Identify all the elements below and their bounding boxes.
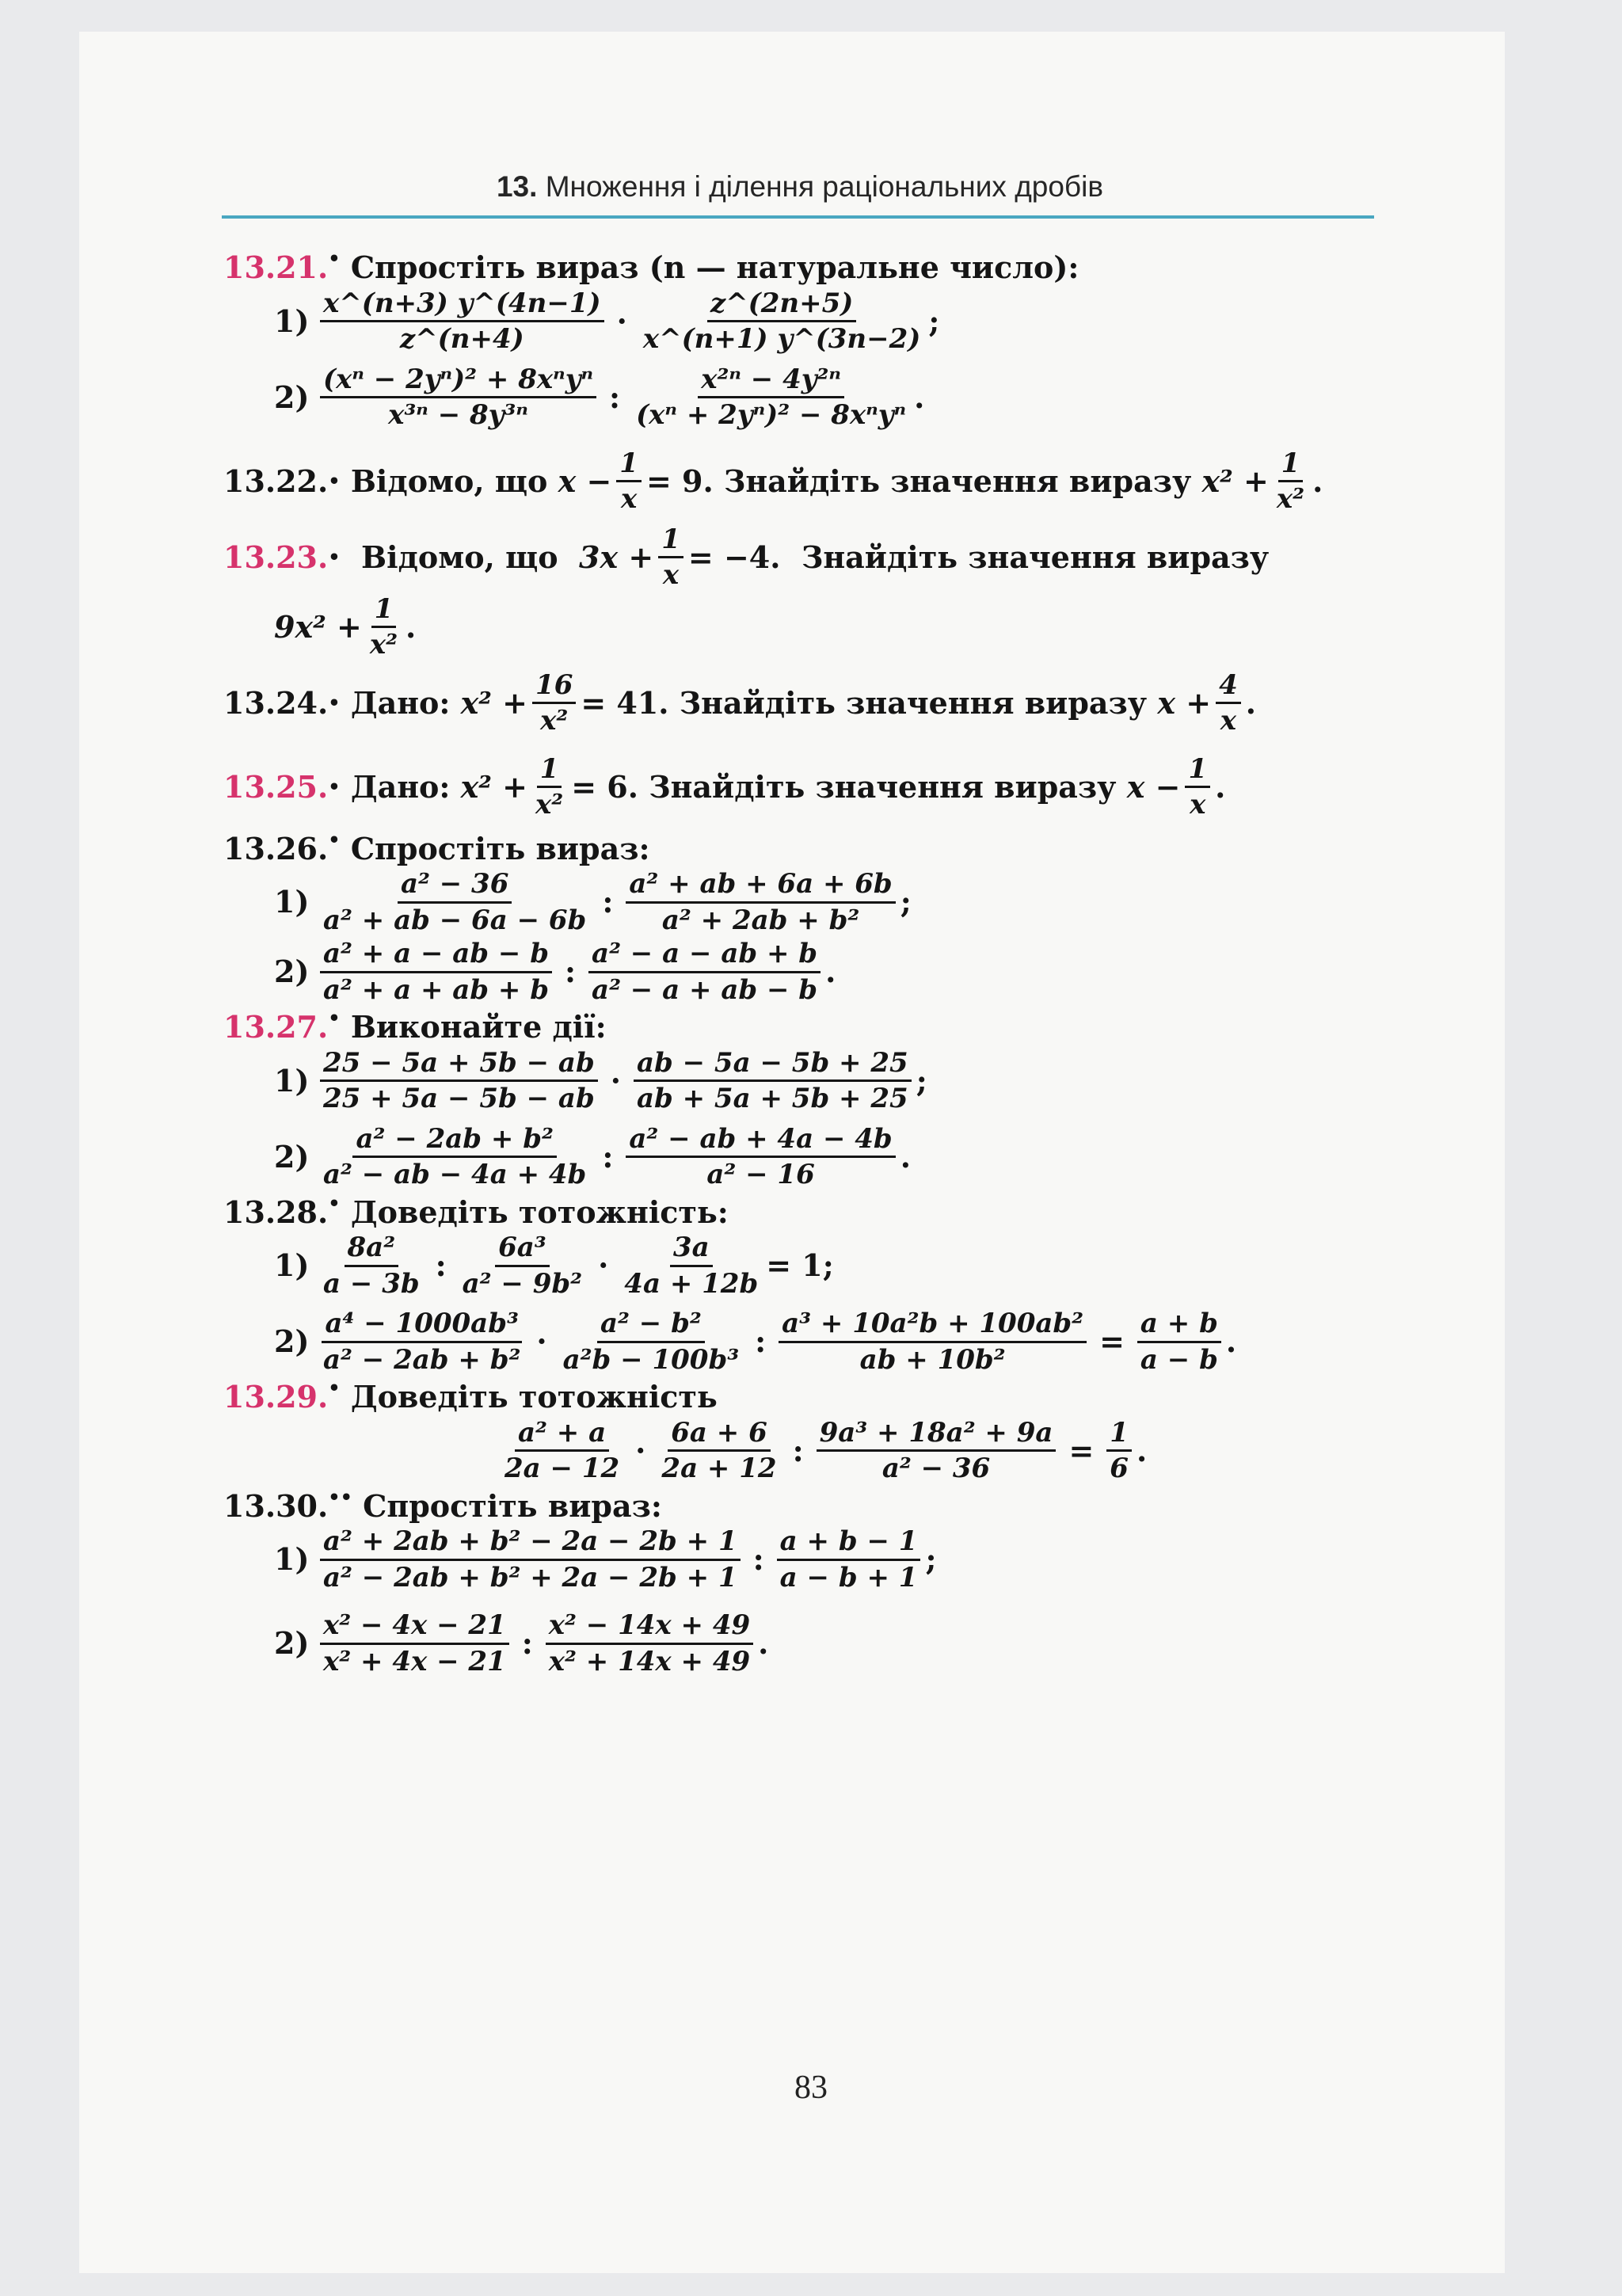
item-end: . (1215, 768, 1226, 805)
numerator: x² − 4x − 21 (320, 1609, 509, 1645)
numerator: 1 (1106, 1416, 1132, 1453)
operator: · (635, 1432, 646, 1468)
denominator: x² + 4x − 21 (323, 1645, 506, 1677)
exercise-text: Дано: (350, 684, 451, 721)
denominator: x (620, 483, 638, 515)
operator: = (1099, 1323, 1125, 1360)
item-end: . (914, 379, 925, 415)
item-label: 2) (274, 379, 310, 415)
exercise-13-21 (223, 247, 1380, 287)
exercise-text: Знайдіть значення виразу (649, 768, 1117, 805)
numerator: 1 (616, 447, 642, 483)
exercise-number: 13.26. (223, 830, 329, 866)
item-end: ; (900, 884, 912, 920)
item-label: 1) (274, 1062, 310, 1099)
chapter-number: 13. (496, 170, 538, 203)
operator: : (521, 1625, 533, 1662)
operator: : (435, 1247, 447, 1284)
fraction (320, 1307, 524, 1376)
exercise-number: 13.23. (223, 539, 329, 575)
denominator: a²b − 100b³ (562, 1343, 740, 1376)
numerator: a² − a − ab + b (588, 937, 821, 973)
item-label: 1) (274, 1541, 310, 1578)
exercise-number: 13.24. (223, 684, 329, 721)
numerator: 4 (1216, 668, 1241, 705)
fraction (621, 1231, 761, 1300)
denominator: a² + 2ab + b² (661, 904, 860, 936)
item-label: 2) (274, 1323, 310, 1360)
exercise-13-28-item-1 (274, 1231, 1380, 1300)
exercise-13-30-item-2 (274, 1609, 1380, 1678)
exercise-text: Знайдіть значення виразу (723, 463, 1192, 499)
denominator: ab + 10b² (859, 1343, 1006, 1376)
numerator: 25 − 5a + 5b − ab (320, 1046, 598, 1083)
operator: : (602, 884, 614, 920)
fraction (1216, 668, 1241, 738)
item-end: . (405, 608, 417, 645)
exercise-text: Знайдіть значення виразу (801, 539, 1270, 575)
item-label: 1) (274, 303, 310, 339)
denominator: x³ⁿ − 8y³ⁿ (388, 399, 528, 431)
operator: · (598, 1247, 609, 1284)
numerator: a² − b² (597, 1307, 705, 1343)
fraction (320, 1231, 423, 1300)
numerator: x^(n+3) y^(4n−1) (320, 287, 604, 323)
operator: · (610, 1062, 621, 1099)
denominator: a² + a + ab + b (323, 973, 550, 1006)
denominator: a − b (1140, 1343, 1218, 1376)
fraction (1274, 447, 1308, 516)
difficulty-mark: •• (328, 1485, 352, 1509)
fraction (320, 1122, 589, 1192)
exercise-13-27 (223, 1007, 1380, 1046)
exercise-text: Відомо, що (350, 463, 548, 499)
denominator: x (1220, 705, 1237, 737)
exercise-number: 13.28. (223, 1194, 329, 1230)
numerator: x²ⁿ − 4y²ⁿ (698, 363, 844, 399)
math-expr: x² + (1201, 463, 1269, 499)
math-expr: = 6. (571, 768, 638, 805)
numerator: (xⁿ − 2yⁿ)² + 8xⁿyⁿ (320, 363, 596, 399)
exercise-13-30-item-1 (274, 1525, 1380, 1594)
item-label: 2) (274, 1138, 310, 1175)
operator: : (792, 1432, 804, 1468)
fraction (633, 363, 909, 432)
denominator: a² − ab − 4a + 4b (323, 1159, 587, 1190)
numerator: a² + 2ab + b² − 2a − 2b + 1 (320, 1525, 741, 1561)
fraction (320, 287, 604, 356)
difficulty-mark: • (328, 1191, 341, 1215)
exercise-13-29 (223, 1376, 1380, 1416)
difficulty-mark: • (328, 1007, 341, 1030)
denominator: a² − 36 (881, 1453, 991, 1484)
exercise-number: 13.25. (223, 768, 329, 805)
math-expr: x − (1126, 768, 1181, 805)
item-end: . (1225, 1323, 1237, 1360)
denominator: x (662, 559, 680, 591)
fraction (532, 668, 576, 738)
denominator: 4a + 12b (624, 1267, 759, 1300)
numerator: a² + a (515, 1416, 609, 1453)
numerator: a² − 2ab + b² (352, 1122, 556, 1159)
numerator: a⁴ − 1000ab³ (322, 1307, 521, 1343)
numerator: x² − 14x + 49 (546, 1609, 753, 1645)
denominator: 2a + 12 (661, 1453, 777, 1484)
fraction (1137, 1307, 1221, 1376)
fraction (459, 1231, 585, 1300)
fraction (367, 592, 401, 662)
math-expr: 3x + (579, 539, 654, 575)
numerator: a² + ab + 6a + 6b (626, 867, 895, 904)
fraction (320, 363, 596, 432)
exercise-13-29-identity (497, 1416, 1380, 1486)
fraction (640, 287, 924, 356)
exercise-text: Спростіть вираз: (363, 1487, 662, 1524)
exercise-13-28-item-2 (274, 1307, 1380, 1376)
fraction (320, 867, 589, 937)
denominator: a − b + 1 (779, 1561, 918, 1593)
exercise-13-26-item-2 (274, 937, 1380, 1007)
fraction (1106, 1416, 1132, 1486)
denominator: x² (1276, 483, 1305, 515)
header-rule (222, 215, 1374, 219)
numerator: z^(2n+5) (707, 287, 857, 323)
operator: = (1068, 1432, 1095, 1468)
denominator: a² − 9b² (462, 1267, 583, 1300)
denominator: a² − 2ab + b² (323, 1343, 521, 1376)
denominator: z^(n+4) (399, 323, 524, 355)
numerator: a² + a − ab − b (320, 937, 552, 973)
fraction (817, 1416, 1057, 1486)
exercise-13-26-item-1 (274, 867, 1380, 937)
exercise-number: 13.29. (223, 1379, 329, 1415)
numerator: 1 (1185, 752, 1210, 789)
denominator: x (1190, 789, 1206, 821)
fraction (658, 1416, 779, 1486)
numerator: 3a (670, 1231, 713, 1267)
numerator: 1 (371, 592, 397, 629)
difficulty-mark: • (328, 545, 341, 569)
fraction (616, 447, 642, 516)
denominator: 2a − 12 (504, 1453, 620, 1484)
numerator: a³ + 10a²b + 100ab² (779, 1307, 1087, 1343)
item-rhs: = 1; (766, 1247, 834, 1284)
item-end: . (1245, 684, 1256, 721)
fraction (626, 867, 895, 937)
exercise-13-23-expr (274, 592, 1380, 662)
item-label: 1) (274, 884, 310, 920)
item-end: ; (925, 1541, 937, 1578)
fraction (546, 1609, 753, 1678)
denominator: ab + 5a + 5b + 25 (636, 1083, 908, 1114)
fraction (320, 937, 552, 1007)
numerator: 6a + 6 (668, 1416, 771, 1453)
page-number: 83 (794, 2069, 828, 2106)
operator: : (602, 1138, 614, 1175)
math-expr: x + (1157, 684, 1212, 721)
exercise-text: Виконайте дії: (350, 1009, 607, 1045)
fraction (532, 752, 566, 822)
difficulty-mark: • (328, 691, 341, 714)
exercise-list (223, 247, 1380, 1678)
exercise-number: 13.27. (223, 1009, 329, 1045)
exercise-13-30 (223, 1486, 1380, 1525)
denominator: a² − 2ab + b² + 2a − 2b + 1 (323, 1561, 737, 1593)
difficulty-mark: • (328, 1376, 341, 1399)
numerator: 16 (532, 668, 576, 705)
exercise-13-26 (223, 828, 1380, 868)
math-expr: x² + (460, 684, 528, 721)
denominator: a² + ab − 6a − 6b (323, 904, 587, 936)
math-expr: = −4. (687, 539, 781, 575)
item-end: ; (928, 303, 940, 339)
exercise-13-28 (223, 1192, 1380, 1232)
denominator: a − 3b (323, 1267, 420, 1300)
exercise-number: 13.30. (223, 1487, 329, 1524)
item-end: . (1312, 463, 1323, 499)
difficulty-mark: • (328, 247, 341, 270)
exercise-13-21-item-2 (274, 363, 1380, 432)
numerator: a² − ab + 4a − 4b (626, 1122, 895, 1159)
denominator: x² (535, 789, 564, 821)
fraction (626, 1122, 895, 1192)
exercise-13-21-item-1 (274, 287, 1380, 356)
exercise-13-25 (223, 752, 1225, 822)
denominator: x² (540, 705, 569, 737)
operator: : (609, 379, 621, 415)
exercise-13-22 (223, 447, 1323, 516)
operator: · (616, 303, 627, 339)
math-expr: 9x² + (274, 608, 362, 645)
operator: : (752, 1541, 764, 1578)
exercise-13-27-item-1 (274, 1046, 1380, 1116)
exercise-text: Доведіть тотожність: (350, 1194, 729, 1230)
exercise-text: Знайдіть значення виразу (679, 684, 1148, 721)
exercise-text: Дано: (350, 768, 451, 805)
denominator: a² − 16 (706, 1159, 815, 1190)
fraction (658, 523, 683, 592)
numerator: a + b − 1 (777, 1525, 921, 1561)
denominator: x² (369, 629, 398, 661)
exercise-13-27-item-2 (274, 1122, 1380, 1192)
fraction (320, 1525, 741, 1594)
item-end: . (900, 1138, 911, 1175)
fraction (779, 1307, 1087, 1376)
item-end: ; (916, 1062, 927, 1099)
denominator: 25 + 5a − 5b − ab (323, 1083, 595, 1114)
fraction (1185, 752, 1210, 822)
exercise-text: Спростіть вираз (n — натуральне число): (350, 249, 1079, 285)
difficulty-mark: • (328, 828, 341, 851)
fraction (634, 1046, 912, 1116)
denominator: 6 (1110, 1453, 1129, 1484)
difficulty-mark: • (328, 775, 341, 798)
fraction (320, 1609, 509, 1678)
exercise-13-24 (223, 668, 1256, 738)
page-header (222, 170, 1378, 204)
chapter-title: Множення і ділення раціональних дробів (545, 170, 1104, 203)
math-expr: = 9. (645, 463, 714, 499)
item-end: . (825, 954, 836, 990)
numerator: ab − 5a − 5b + 25 (634, 1046, 912, 1083)
item-end: . (1136, 1432, 1148, 1468)
exercise-text: Доведіть тотожність (350, 1379, 718, 1415)
exercise-text: Спростіть вираз: (350, 830, 650, 866)
math-expr: x² + (460, 768, 528, 805)
numerator: 1 (658, 523, 683, 559)
numerator: 1 (1278, 447, 1304, 483)
difficulty-mark: • (328, 469, 341, 493)
numerator: 9a³ + 18a² + 9a (817, 1416, 1057, 1453)
math-expr: x − (558, 463, 612, 499)
numerator: 8a² (345, 1231, 399, 1267)
exercise-text: Відомо, що (361, 539, 558, 575)
fraction (777, 1525, 921, 1594)
numerator: 6a³ (495, 1231, 550, 1267)
denominator: x² + 14x + 49 (548, 1645, 751, 1677)
exercise-number: 13.21. (223, 249, 329, 285)
fraction (501, 1416, 623, 1486)
operator: : (755, 1323, 767, 1360)
exercise-number: 13.22. (223, 463, 329, 499)
item-label: 1) (274, 1247, 310, 1284)
denominator: x^(n+1) y^(3n−2) (642, 323, 921, 355)
fraction (320, 1046, 598, 1116)
denominator: a² − a + ab − b (592, 973, 818, 1006)
operator: : (565, 954, 577, 990)
numerator: a + b (1137, 1307, 1221, 1343)
denominator: (xⁿ + 2yⁿ)² − 8xⁿyⁿ (636, 399, 907, 431)
operator: · (536, 1323, 547, 1360)
numerator: 1 (537, 752, 562, 789)
exercise-13-23 (223, 523, 1269, 592)
fraction (560, 1307, 743, 1376)
item-label: 2) (274, 954, 310, 990)
numerator: a² − 36 (398, 867, 512, 904)
item-label: 2) (274, 1625, 310, 1662)
item-end: . (758, 1625, 769, 1662)
fraction (588, 937, 821, 1007)
math-expr: = 41. (581, 684, 669, 721)
